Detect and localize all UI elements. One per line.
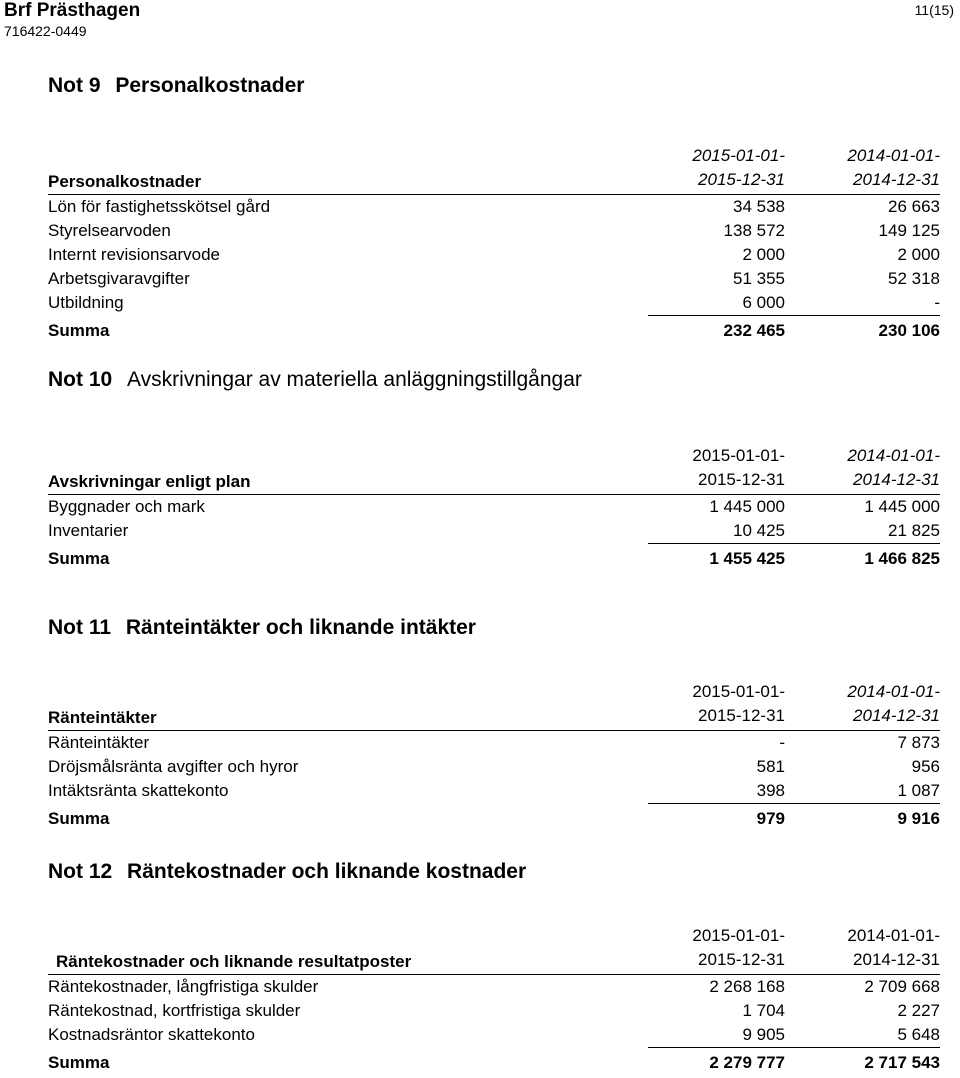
- value-2015: 398: [756, 781, 785, 800]
- sum-row: [48, 544, 940, 574]
- table-row: [48, 243, 940, 267]
- note-10-section: [48, 366, 940, 574]
- note-title: [48, 72, 940, 100]
- value-2014: 52 318: [888, 269, 940, 288]
- sum-2014: 1 466 825: [864, 549, 940, 568]
- sum-2015: 232 465: [723, 321, 785, 340]
- table-rows: [48, 195, 940, 315]
- table-rows: [48, 731, 940, 803]
- row-label: Intäktsränta skattekonto: [48, 781, 229, 800]
- row-label: Utbildning: [48, 293, 124, 312]
- sum-2015: 2 279 777: [709, 1053, 785, 1072]
- note-12-section: [48, 858, 940, 1078]
- value-2015: -: [779, 733, 785, 752]
- table-row: [48, 779, 940, 803]
- table-header: [48, 146, 940, 194]
- period-2015-header: 2015-01-01- 2015-12-31: [692, 146, 785, 189]
- row-label: Styrelsearvoden: [48, 221, 171, 240]
- row-label: Arbetsgivaravgifter: [48, 269, 190, 288]
- note-heading: Ränteintäkter och liknande intäkter: [125, 616, 476, 639]
- value-2014: 2 709 668: [864, 977, 940, 996]
- table-row: [48, 495, 940, 519]
- value-2014: 1 445 000: [864, 497, 940, 516]
- value-2015: 2 268 168: [709, 977, 785, 996]
- row-label: Internt revisionsarvode: [48, 245, 220, 264]
- sum-2014: 9 916: [897, 809, 940, 828]
- sum-2014: 230 106: [878, 321, 940, 340]
- sum-2014: 2 717 543: [864, 1053, 940, 1072]
- sum-row: [48, 316, 940, 346]
- value-2015: 34 538: [733, 197, 785, 216]
- sum-label: Summa: [48, 1053, 110, 1072]
- note-number: Not 12: [48, 860, 113, 883]
- table-row: [48, 519, 940, 543]
- note-title: [48, 366, 940, 394]
- table-row: [48, 1023, 940, 1047]
- table-header: [48, 926, 940, 974]
- row-label: Ränteintäkter: [48, 733, 150, 752]
- table-row: [48, 755, 940, 779]
- value-2014: 26 663: [888, 197, 940, 216]
- value-2014: 149 125: [878, 221, 940, 240]
- table-row: [48, 195, 940, 219]
- value-2014: 956: [911, 757, 940, 776]
- value-2015: 51 355: [733, 269, 785, 288]
- table-label: Avskrivningar enligt plan: [48, 472, 251, 491]
- sum-2015: 1 455 425: [709, 549, 785, 568]
- value-2015: 9 905: [742, 1025, 785, 1044]
- value-2014: 21 825: [888, 521, 940, 540]
- sum-row: [48, 804, 940, 834]
- table-row: [48, 999, 940, 1023]
- table-rows: [48, 495, 940, 543]
- row-label: Kostnadsräntor skattekonto: [48, 1025, 255, 1044]
- value-2014: 2 227: [897, 1001, 940, 1020]
- note-9-section: [48, 72, 940, 346]
- table-label: Räntekostnader och liknande resultatposter: [56, 952, 412, 971]
- sum-label: Summa: [48, 549, 110, 568]
- value-2014: 7 873: [897, 733, 940, 752]
- org-name: Brf Prästhagen: [4, 0, 141, 21]
- note-title: [48, 614, 940, 642]
- value-2015: 10 425: [733, 521, 785, 540]
- note-heading: Personalkostnader: [115, 74, 305, 97]
- row-label: Dröjsmålsränta avgifter och hyror: [48, 757, 299, 776]
- row-label: Lön för fastighetsskötsel gård: [48, 197, 271, 216]
- row-label: Inventarier: [48, 521, 129, 540]
- note-heading: Avskrivningar av materiella anläggningstillgångar: [127, 368, 582, 391]
- page-number: 11(15): [914, 2, 954, 18]
- table-row: [48, 731, 940, 755]
- value-2014: -: [934, 293, 940, 312]
- note-title: [48, 858, 940, 886]
- table-row: [48, 291, 940, 315]
- sum-row: [48, 1048, 940, 1078]
- table-rows: [48, 975, 940, 1047]
- row-label: Räntekostnad, kortfristiga skulder: [48, 1001, 301, 1020]
- value-2014: 1 087: [897, 781, 940, 800]
- row-label: Byggnader och mark: [48, 497, 205, 516]
- sum-label: Summa: [48, 809, 110, 828]
- row-label: Räntekostnader, långfristiga skulder: [48, 977, 319, 996]
- period-2015-header: 2015-01-01- 2015-12-31: [692, 446, 785, 489]
- value-2015: 6 000: [742, 293, 785, 312]
- period-2015-header: 2015-01-01- 2015-12-31: [692, 682, 785, 725]
- table-header: [48, 446, 940, 494]
- table-label: Ränteintäkter: [48, 708, 157, 727]
- period-2015-header: 2015-01-01- 2015-12-31: [692, 926, 785, 969]
- note-number: Not 9: [48, 74, 101, 97]
- value-2015: 581: [756, 757, 785, 776]
- period-2014-header: 2014-01-01- 2014-12-31: [847, 446, 940, 489]
- sum-label: Summa: [48, 321, 110, 340]
- table-row: [48, 267, 940, 291]
- table-header: [48, 682, 940, 730]
- value-2015: 2 000: [742, 245, 785, 264]
- value-2014: 5 648: [897, 1025, 940, 1044]
- table-label: Personalkostnader: [48, 172, 202, 191]
- note-number: Not 10: [48, 368, 113, 391]
- sum-2015: 979: [756, 809, 785, 828]
- table-row: [48, 219, 940, 243]
- period-2014-header: 2014-01-01- 2014-12-31: [847, 146, 940, 189]
- value-2015: 1 445 000: [709, 497, 785, 516]
- value-2015: 1 704: [742, 1001, 785, 1020]
- period-2014-header: 2014-01-01- 2014-12-31: [847, 926, 940, 969]
- value-2014: 2 000: [897, 245, 940, 264]
- note-11-section: [48, 614, 940, 834]
- note-heading: Räntekostnader och liknande kostnader: [127, 860, 527, 883]
- value-2015: 138 572: [723, 221, 785, 240]
- period-2014-header: 2014-01-01- 2014-12-31: [847, 682, 940, 725]
- table-row: [48, 975, 940, 999]
- org-number: 716422-0449: [4, 23, 87, 39]
- note-number: Not 11: [48, 616, 112, 639]
